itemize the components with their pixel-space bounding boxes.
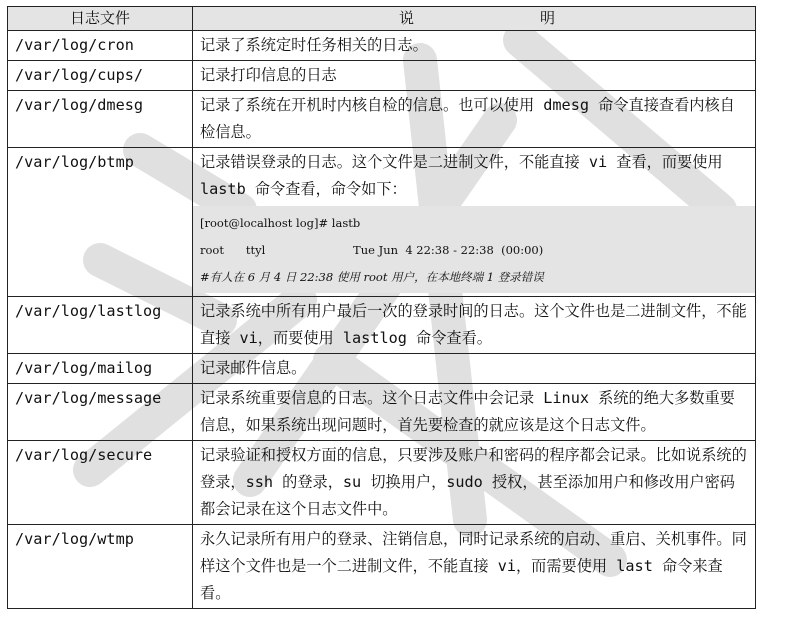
log-path: /var/log/btmp: [8, 148, 193, 297]
header-description-char-2: 明: [539, 9, 555, 27]
log-path: /var/log/secure: [8, 441, 193, 525]
table-row: [8, 525, 756, 609]
command-output: root ttyl Tue Jun 4 22:38 - 22:38 (00:00): [200, 243, 544, 257]
log-description: 记录了系统在开机时内核自检的信息。也可以使用 dmesg 命令直接查看内核自检信息。: [193, 91, 756, 148]
header-description: [193, 7, 756, 31]
log-path: /var/log/dmesg: [8, 91, 193, 148]
log-description: 记录系统重要信息的日志。这个日志文件中会记录 Linux 系统的绝大多数重要信息，如果系统出现问题时，首先要检查的就应该是这个日志文件。: [193, 384, 756, 441]
log-description: 记录打印信息的日志: [193, 61, 756, 91]
log-description: 记录错误登录的日志。这个文件是二进制文件，不能直接 vi 查看，而要使用 lastb 命令查看，命令如下：: [200, 153, 723, 198]
table-row: [8, 31, 756, 61]
log-description: 记录验证和授权方面的信息，只要涉及账户和密码的程序都会记录。比如说系统的登录，ssh 的登录，su 切换用户，sudo 授权，甚至添加用户和修改用户密码都会记录在这个日志文件中。: [193, 441, 756, 525]
log-description-cell: [193, 148, 756, 297]
table-row: [8, 61, 756, 91]
log-path: /var/log/mailog: [8, 354, 193, 384]
log-path: /var/log/cron: [8, 31, 193, 61]
command-note: #有人在 6 月 4 日 22:38 使用 root 用户，在本地终端 1 登录错误: [200, 270, 544, 284]
table-row: [8, 441, 756, 525]
log-files-table: [7, 6, 756, 609]
command-example-block: [193, 206, 755, 293]
log-description: 记录邮件信息。: [193, 354, 756, 384]
table-row: [8, 148, 756, 297]
log-path: /var/log/lastlog: [8, 297, 193, 354]
table-row: [8, 354, 756, 384]
table-row: [8, 91, 756, 148]
log-path: /var/log/wtmp: [8, 525, 193, 609]
log-path: /var/log/message: [8, 384, 193, 441]
table-row: [8, 384, 756, 441]
log-path: /var/log/cups/: [8, 61, 193, 91]
table-header-row: [8, 7, 756, 31]
command-prompt: [root@localhost log]# lastb: [200, 216, 361, 230]
table-row: [8, 297, 756, 354]
header-description-char-1: 说: [399, 9, 415, 27]
log-description: 记录了系统定时任务相关的日志。: [193, 31, 756, 61]
header-log-file: 日志文件: [8, 7, 193, 31]
log-description: 永久记录所有用户的登录、注销信息，同时记录系统的启动、重启、关机事件。同样这个文件也是一个二进制文件，不能直接 vi，而需要使用 last 命令来查看。: [193, 525, 756, 609]
log-description: 记录系统中所有用户最后一次的登录时间的日志。这个文件也是二进制文件，不能直接 vi，而要使用 lastlog 命令查看。: [193, 297, 756, 354]
